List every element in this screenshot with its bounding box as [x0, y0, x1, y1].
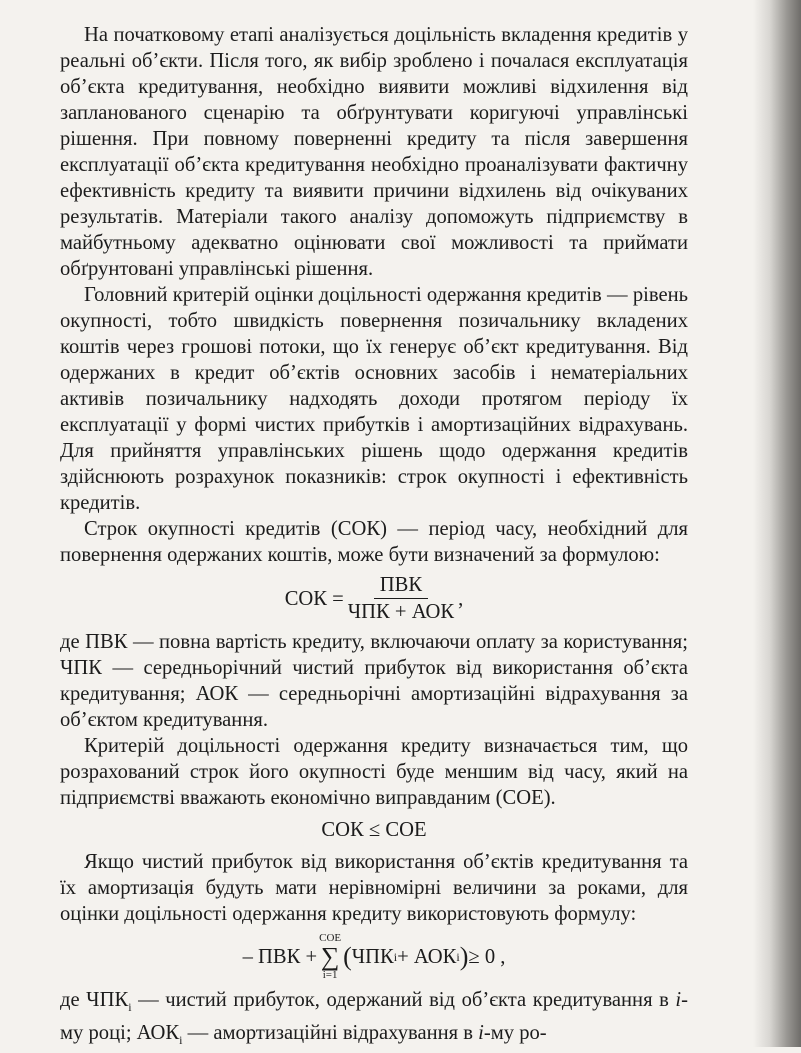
- formula1-lhs: СОК =: [284, 587, 344, 610]
- paragraph-3: Строк окупності кредитів (СОК) — період часу, необхідний для повернення одержаних коштів, може бути визначений за формулою:: [60, 518, 688, 566]
- paragraph-1: На початковому етапі аналізується доцільність вкладення кредитів у реальні об’єкти. Після того, як вибір зроблено і почалася експлуатація об’єкта кредитування, необхідно виявити можливі відхилення від запланованого сценарію та обґрунтувати коригуючі управлінські рішення. При повному поверненні кредиту та після завершення експлуатації об’єкта кредитування необхідно проаналізувати фактичну ефективність кредиту та виявити причини відхилень від очікуваних результатів. Матеріали такого аналізу допоможуть підприємству в майбутньому адекватно оцінювати свої можливості та приймати обґрунтовані управлінські рішення.: [60, 24, 688, 280]
- p7-sub1: i: [128, 1000, 132, 1015]
- p7-part-b: — чистий прибуток, одержаний від об’єкта кредитування в: [131, 989, 676, 1011]
- formula1-fraction: [348, 574, 454, 623]
- formula3-open-paren: (: [343, 942, 352, 971]
- formula3-close-paren: ): [459, 942, 469, 971]
- p7-part-e: -му ро-: [483, 1022, 547, 1045]
- formula1-numerator: ПВК: [374, 574, 428, 599]
- p7-italic-i2: i: [478, 1022, 484, 1045]
- formula3-lead: – ПВК +: [242, 946, 318, 968]
- formula-uneven-flows: [60, 933, 688, 981]
- paragraph-5: Критерій доцільності одержання кредиту визначається тим, що розрахований строк його окупності буде меншим від часу, який на підприємстві вважають економічно виправданим (СОЕ).: [60, 735, 688, 809]
- sum-lower-limit: i=1: [322, 969, 338, 981]
- sum-upper-limit: СОЕ: [319, 932, 342, 944]
- formula3-sub1: i: [393, 950, 398, 964]
- paragraph-7: [60, 987, 688, 1053]
- p7-part-a: де ЧПК: [60, 989, 129, 1011]
- formula-criterion: [60, 817, 688, 843]
- paragraph-4: де ПВК — повна вартість кредиту, включаючи оплату за користування; ЧПК — середньорічний чистий прибуток від використання об’єкта кредитування; АОК — середньорічні амортизаційні відрахування за об’єктом кредитування.: [60, 631, 688, 731]
- formula3-plus: + АОК: [397, 946, 457, 968]
- p7-part-d: — амортизаційні відрахування в: [182, 1022, 479, 1045]
- formula-payback-period: [60, 574, 688, 623]
- formula3-tail: ≥ 0 ,: [468, 946, 506, 968]
- summation-icon: [319, 933, 341, 981]
- sum-sign: ∑: [320, 942, 340, 971]
- formula1-denominator: ЧПК + АОК: [347, 601, 455, 623]
- paragraph-6: Якщо чистий прибуток від використання об’єктів кредитування та їх амортизація будуть мати нерівномірні величини за роками, для оцінки доцільності одержання кредиту використовують формулу:: [60, 851, 688, 925]
- formula2-text: СОК ≤ СОЕ: [321, 819, 427, 841]
- page-edge-shadow: [753, 0, 801, 1047]
- formula3-term1: ЧПК: [351, 946, 394, 968]
- p7-sub2: i: [179, 1033, 183, 1048]
- formula1-tail: ,: [458, 587, 464, 610]
- document-page: [60, 22, 688, 1053]
- formula3-sub2: i: [456, 950, 460, 964]
- p7-part-c: -му році; АОК: [60, 989, 689, 1045]
- paragraph-2: Головний критерій оцінки доцільності одержання кредитів — рівень окупності, тобто швидкість повернення позичальнику вкладених коштів через грошові потоки, що їх генерує об’єкт кредитування. Від одержаних в кредит об’єктів основних засобів і нематеріальних активів позичальнику надходять доходи протягом періоду їх експлуатації у формі чистих прибутків і амортизаційних відрахувань. Для прийняття управлінських рішень щодо одержання кредитів здійснюють розрахунок показників: строк окупності і ефективність кредитів.: [60, 284, 688, 514]
- p7-italic-i1: i: [675, 989, 682, 1011]
